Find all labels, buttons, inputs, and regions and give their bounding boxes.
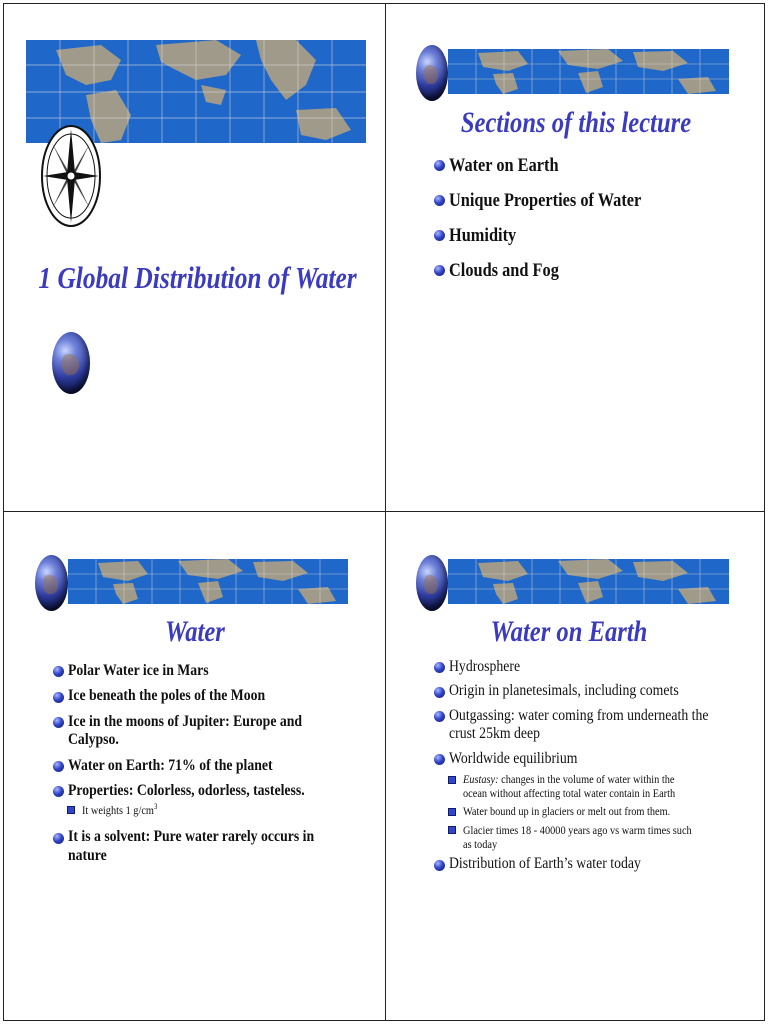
slide-title [3,3,385,512]
list-item: It is a solvent: Pure water rarely occurs in nature [53,828,373,865]
bullet-icon [53,761,64,772]
sub-list-item: Glacier times 18 - 40000 years ago vs warm times such as today [448,823,756,852]
list-item: Polar Water ice in Mars [53,662,373,680]
list-item: Properties: Colorless, odorless, tasteless. [53,782,373,800]
bullet-icon [53,786,64,797]
bullet-icon [53,692,64,703]
list-item: Worldwide equilibrium [434,750,756,768]
slide-water [3,512,385,1021]
bullet-icon [53,833,64,844]
list-item: Distribution of Earth’s water today [434,855,756,873]
sub-list-item: Eustasy: changes in the volume of water within the ocean without affecting total water contain in Earth [448,772,756,801]
bullet-icon [434,711,445,722]
compass-rose-icon [40,123,102,229]
world-map-banner [448,559,729,604]
square-bullet-icon [448,808,456,816]
world-map-banner [448,49,729,94]
sub-list-item: Water bound up in glaciers or melt out from them. [448,805,756,819]
list-item: Unique Properties of Water [434,190,754,212]
list-item: Hydrosphere [434,658,756,676]
list-item: Water on Earth [434,155,754,177]
list-item: Ice in the moons of Jupiter: Europe and Calypso. [53,713,373,750]
bullet-icon [434,687,445,698]
slide-water-on-earth [385,512,765,1021]
slide-heading: Water [165,615,225,648]
square-bullet-icon [448,776,456,784]
bullet-icon [53,717,64,728]
square-bullet-icon [448,826,456,834]
slide-heading: Sections of this lecture [460,106,692,139]
list-item: Origin in planetesimals, including comets [434,682,756,700]
slide-heading: Water on Earth [490,615,648,648]
bullet-icon [434,860,445,871]
earth-water-list [434,658,756,874]
globe-icon [416,45,448,101]
bullet-icon [434,230,445,241]
globe-icon [35,555,68,611]
globe-icon [52,332,90,394]
list-item: Clouds and Fog [434,260,754,282]
bullet-icon [434,160,445,171]
bullet-icon [434,265,445,276]
world-map-banner [68,559,348,604]
bullet-icon [53,666,64,677]
sub-list-item: It weights 1 $g/cm^3$ [67,802,373,818]
globe-icon [416,555,448,611]
bullet-icon [434,754,445,765]
square-bullet-icon [67,806,75,814]
list-item: Outgassing: water coming from underneath the crust 25km deep [434,707,756,744]
list-item: Ice beneath the poles of the Moon [53,687,373,705]
slide-sections [385,3,765,512]
slide-title-heading: 1 Global Distribution of Water [38,260,357,295]
bullet-icon [434,195,445,206]
bullet-icon [434,662,445,673]
list-item: Water on Earth: 71% of the planet [53,757,373,775]
sections-list [434,155,754,281]
water-list [53,662,373,865]
list-item: Humidity [434,225,754,247]
